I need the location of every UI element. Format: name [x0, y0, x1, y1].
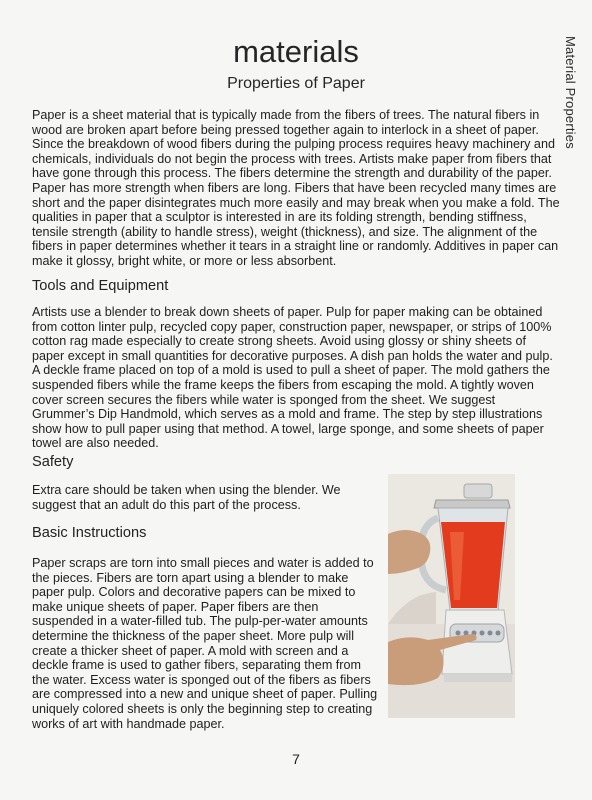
blender-lid-cap: [464, 484, 492, 498]
safety-heading: Safety: [32, 454, 74, 470]
basic-instructions-paragraph: Paper scraps are torn into small pieces and water is added to the pieces. Fibers are torn apart using a blender to make paper pulp. Colors and decorative papers can be mixed to make unique sheets of paper. Paper fibers are then suspended in a water-filled tub. The pulp-per-water amounts determine the thickness of the paper sheet. More pulp will create a thicker sheet of paper. A mold with screen and a deckle frame is used to gather fibers, separating them from the water. Excess water is sponged out of the fibers as fibers are compressed into a new and unique sheet of paper. Pulling uniquely colored sheets is only the beginning step to creating works of art with handmade paper.: [32, 556, 378, 731]
page-number: 7: [292, 751, 300, 767]
blender-photo: [388, 474, 515, 718]
blender-illustration: [388, 474, 515, 718]
tools-paragraph: Artists use a blender to break down sheets of paper. Pulp for paper making can be obtained from cotton linter pulp, recycled copy paper, construction paper, newspaper, or strips of 100% cotton rag made especially to create strong sheets. Avoid using glossy or shiny sheets of paper except in small quantities for decorative purposes. A dish pan holds the water and pulp. A deckle frame placed on top of a mold is used to pull a sheet of paper. The mold gathers the suspended fibers while the frame keeps the fibers from escaping the mold. A tightly woven cover screen secures the fibers while water is sponged from the sheet. We suggest Grummer’s Dip Handmold, which serves as a mold and frame. The step by step illustrations show how to pull paper using that method. A towel, large sponge, and some sheets of paper towel are also needed.: [32, 305, 553, 451]
intro-paragraph: Paper is a sheet material that is typically made from the fibers of trees. The natural fibers in wood are broken apart before being pressed together again to interlock in a sheet of paper. Since the breakdown of wood fibers during the pulping process requires heavy machinery and chemicals, individuals do not begin the process with trees. Artists make paper from fibers that have gone through this process. The fibers determine the strength and durability of the paper. Paper has more strength when fibers are long. Fibers that have been recycled many times are short and the paper disintegrates much more easily and may break when you make a fold. The qualities in paper that a sculptor is interested in are its folding strength, bending stiffness, tensile strength (ability to handle stress), weight (thickness), and size. The alignment of the fibers in paper determines whether it tears in a straight line or randomly. Additives in paper can make it glossy, bright white, or more or less absorbent.: [32, 108, 560, 268]
basic-instructions-heading: Basic Instructions: [32, 525, 147, 541]
side-tab-label: Material Properties: [563, 36, 578, 149]
page-subtitle: Properties of Paper: [227, 75, 365, 92]
tools-heading: Tools and Equipment: [32, 278, 169, 294]
blender-lid: [434, 500, 510, 508]
safety-paragraph: Extra care should be taken when using the blender. We suggest that an adult do this part of the process.: [32, 483, 341, 512]
page-title: materials: [233, 34, 359, 69]
